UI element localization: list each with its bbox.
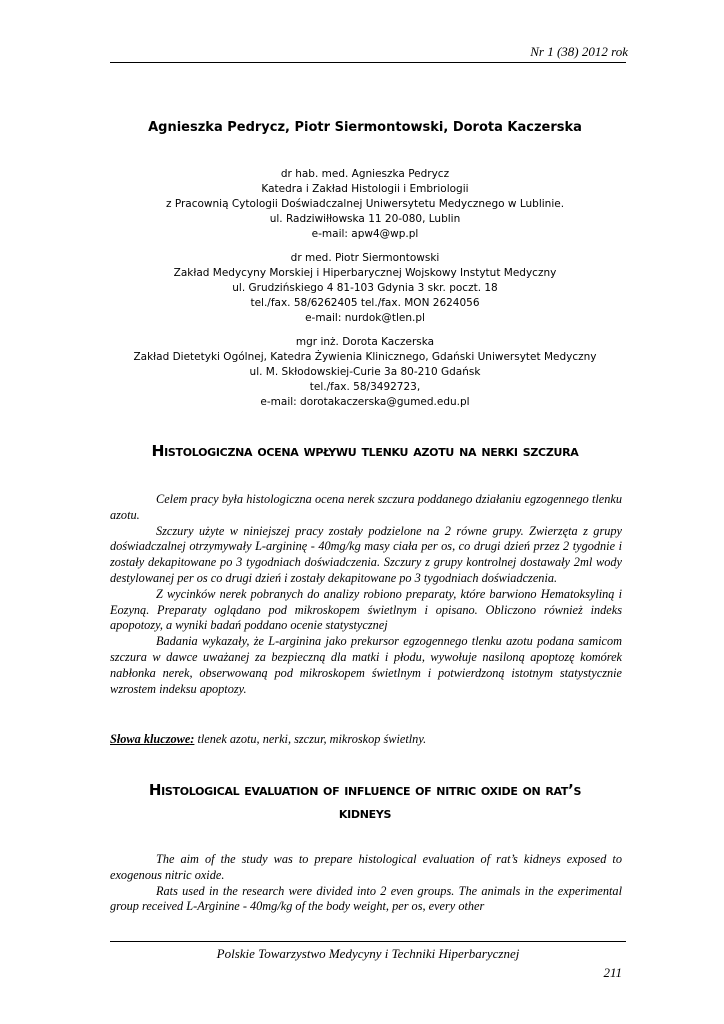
footer-divider [110,941,626,942]
journal-issue-header: Nr 1 (38) 2012 rok [530,44,628,59]
affiliation-block [90,251,640,326]
article-title-english [90,779,640,825]
affiliation-email: e-mail: dorotakaczerska@gumed.edu.pl [260,396,470,408]
keywords-label: Słowa kluczowe: [110,732,195,746]
affiliation-line: z Pracownią Cytologii Doświadczalnej Uniwersytetu Medycznego w Lublinie. [165,198,565,210]
affiliation-email: e-mail: apw4@wp.pl [311,228,419,240]
affiliation-line: Zakład Dietetyki Ogólnej, Katedra Żywienia Klinicznego, Gdański Uniwersytet Medyczny [133,351,597,363]
affiliation-line: dr hab. med. Agnieszka Pedrycz [280,168,450,180]
affiliation-line: tel./fax. 58/3492723, [309,381,421,393]
affiliation-block [90,167,640,242]
abstract-paragraph: Celem pracy była histologiczna ocena nerek szczura poddanego działaniu egzogennego tlenku azotu. [110,492,622,522]
affiliation-line: dr med. Piotr Siermontowski [290,252,440,264]
affiliation-line: ul. Grudzińskiego 4 81-103 Gdynia 3 skr. poczt. 18 [232,282,498,294]
affiliation-line: ul. Radziwiłłowska 11 20-080, Lublin [269,213,461,225]
affiliation-block [90,335,640,410]
author-list: Agnieszka Pedrycz, Piotr Siermontowski, Dorota Kaczerska [148,120,582,135]
title-line: Histological evaluation of influence of nitric oxide on rat’s [148,781,582,799]
keywords-text: tlenek azotu, nerki, szczur, mikroskop świetlny. [194,732,427,746]
abstract-polish [110,492,622,697]
page-number: 211 [603,965,622,980]
affiliation-line: ul. M. Skłodowskiej-Curie 3a 80-210 Gdańsk [249,366,481,378]
abstract-paragraph: The aim of the study was to prepare histological evaluation of rat’s kidneys exposed to exogenous nitric oxide. [110,852,622,882]
affiliation-line: Zakład Medycyny Morskiej i Hiperbarycznej Wojskowy Instytut Medyczny [173,267,557,279]
affiliation-line: Katedra i Zakład Histologii i Embriologii [261,183,469,195]
article-title-polish: Histologiczna ocena wpływu tlenku azotu na nerki szczura [151,442,579,460]
affiliation-email: e-mail: nurdok@tlen.pl [305,312,425,324]
abstract-paragraph: Badania wykazały, że L-arginina jako prekursor egzogennego tlenku azotu podana samicom szczura w dawce uważanej za bezpieczną dla matki i płodu, wywołuje nasiloną apoptozę komórek nabłonka nerek, obserwowaną pod mikroskopem świetlnym i potwierdzoną istotnym statystycznie wzrostem indeksu apoptozy. [110,634,622,696]
abstract-english [110,852,622,915]
keywords-line [110,732,622,747]
abstract-paragraph: Szczury użyte w niniejszej pracy zostały podzielone na 2 równe grupy. Zwierzęta z grupy doświadczalnej otrzymywały L-argininę - 40mg/kg masy ciała per os, co drugi dzień przez 2 tygodnie i zostały dekapitowane po 3 tygodniach doświadczenia. Szczury z grupy kontrolnej dostawały 2ml wody destylowanej per os co drugi dzień i zostały dekapitowane po 3 tygodniach doświadczenia. [110,523,622,585]
header-divider [110,62,626,63]
affiliation-line: tel./fax. 58/6262405 tel./fax. MON 2624056 [250,297,480,309]
abstract-paragraph: Rats used in the research were divided into 2 even groups. The animals in the experimental group received L-Arginine - 40mg/kg of the body weight, per os, every other [110,883,622,914]
title-line: kidneys [338,804,392,822]
affiliation-line: mgr inż. Dorota Kaczerska [295,336,435,348]
footer-society: Polskie Towarzystwo Medycyny i Techniki Hiperbarycznej [216,946,520,961]
abstract-paragraph: Z wycinków nerek pobranych do analizy robiono preparaty, które barwiono Hematoksyliną i Eozyną. Preparaty oglądano pod mikroskopem świetlnym i opisano. Obliczono również indeks apopotozy, a wyniki badań poddano ocenie statystycznej [110,586,622,633]
